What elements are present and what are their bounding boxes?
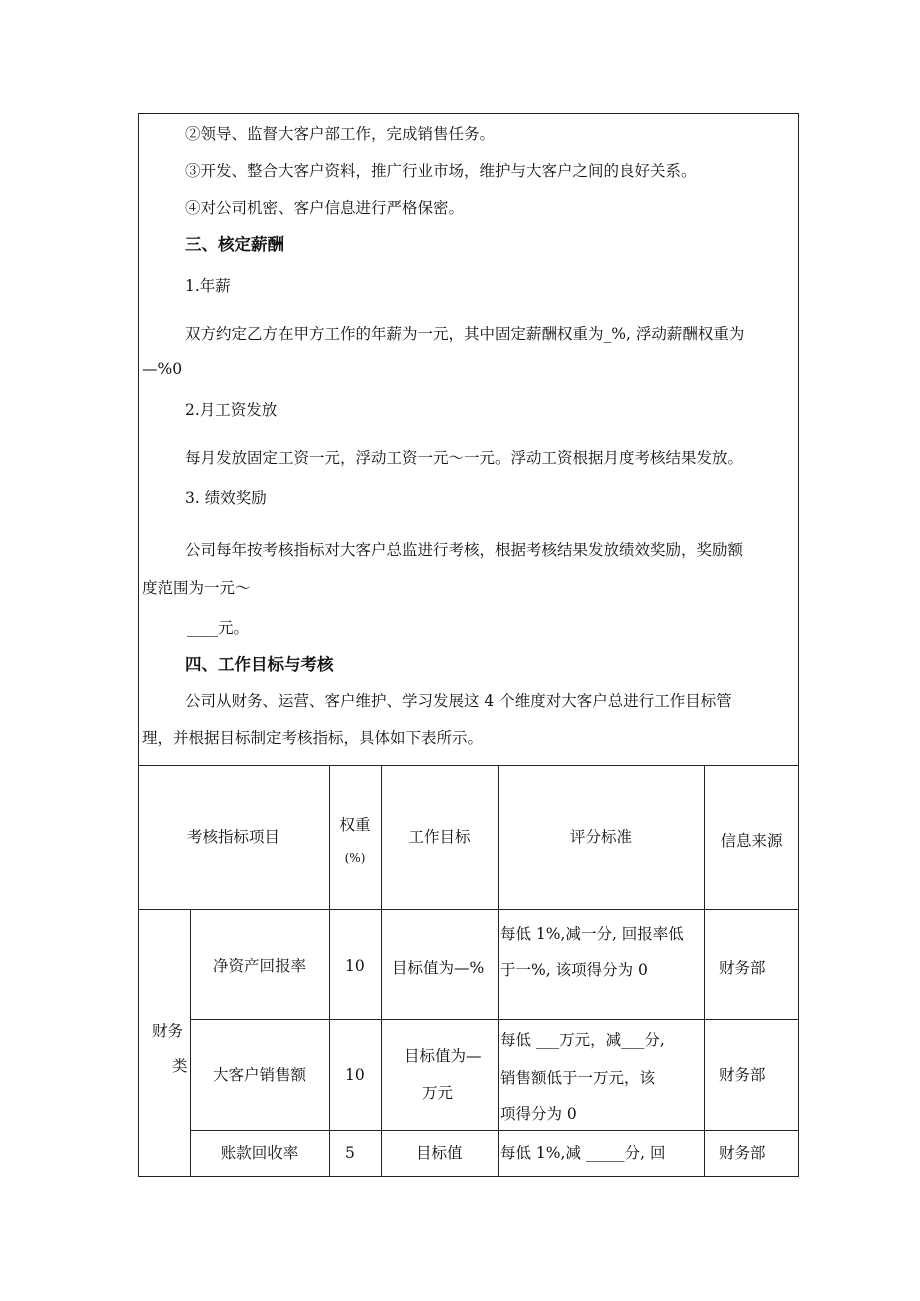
row-criteria: 每低 1%,减 _____分, 回 [500,1144,666,1162]
bonus-title: 3. 绩效奖励 [185,489,267,507]
header-weight-unit: (%) [344,851,366,865]
bonus-text-cont: 度范围为一元～ [142,579,251,597]
table-row-border-1 [190,1019,799,1020]
row-source: 财务部 [719,1144,766,1162]
duty-item-3: ③开发、整合大客户资料，推广行业市场，维护与大客户之间的良好关系。 [185,162,697,180]
row-criteria: 每低 ___万元，减___分, [500,1031,665,1049]
section-4-intro: 公司从财务、运营、客户维护、学习发展这 4 个维度对大客户总进行工作目标管 [185,692,732,710]
duty-item-2: ②领导、监督大客户部工作，完成销售任务。 [185,125,496,143]
row-criteria: 每低 1%,减一分, 回报率低 [500,925,684,943]
category-label: 财务 [152,1022,184,1040]
table-col-line-category [190,909,191,1177]
annual-salary-text-cont: —%0 [142,360,183,378]
header-weight: 权重 [339,816,371,834]
document-frame [138,113,799,1177]
header-source: 信息来源 [720,832,783,850]
row-item-name: 大客户销售额 [212,1066,306,1084]
row-criteria-cont: 于一%, 该项得分为 0 [500,961,648,979]
table-col-line-criteria [704,765,705,1177]
annual-salary-text: 双方约定乙方在甲方工作的年薪为一元，其中固定薪酬权重为_%, 浮动薪酬权重为 [185,325,745,343]
bonus-text: 公司每年按考核指标对大客户总监进行考核，根据考核结果发放绩效奖励，奖励额 [185,541,744,559]
section-4-intro-cont: 理，并根据目标制定考核指标，具体如下表所示。 [142,729,484,747]
row-item-name: 账款回收率 [220,1144,299,1162]
row-target: 目标值为—% [392,959,485,977]
table-row-border-2 [190,1130,799,1131]
table-top-border [138,765,799,766]
row-target: 目标值 [416,1144,463,1162]
row-weight: 10 [345,957,365,975]
row-weight: 5 [345,1144,355,1162]
row-criteria-end: 项得分为 0 [500,1105,577,1123]
row-item-name: 净资产回报率 [212,957,306,975]
row-target: 目标值为— [404,1047,482,1065]
row-source: 财务部 [719,959,766,977]
table-header-border [138,909,799,910]
category-label-cont: 类 [172,1057,188,1075]
bonus-text-end: ____元。 [187,619,250,637]
annual-salary-title: 1.年薪 [185,277,231,295]
row-criteria-cont: 销售额低于一万元，该 [500,1069,656,1087]
header-target: 工作目标 [408,828,471,846]
header-item: 考核指标项目 [186,828,280,846]
monthly-salary-text: 每月发放固定工资一元，浮动工资一元～一元。浮动工资根据月度考核结果发放。 [185,449,744,467]
section-3-heading: 三、核定薪酬 [185,235,284,254]
monthly-salary-title: 2.月工资发放 [185,401,278,419]
row-source: 财务部 [719,1066,766,1084]
section-4-heading: 四、工作目标与考核 [185,655,334,674]
row-weight: 10 [345,1066,365,1084]
duty-item-4: ④对公司机密、客户信息进行严格保密。 [185,199,465,217]
row-target-cont: 万元 [422,1084,454,1102]
header-criteria: 评分标准 [569,828,632,846]
